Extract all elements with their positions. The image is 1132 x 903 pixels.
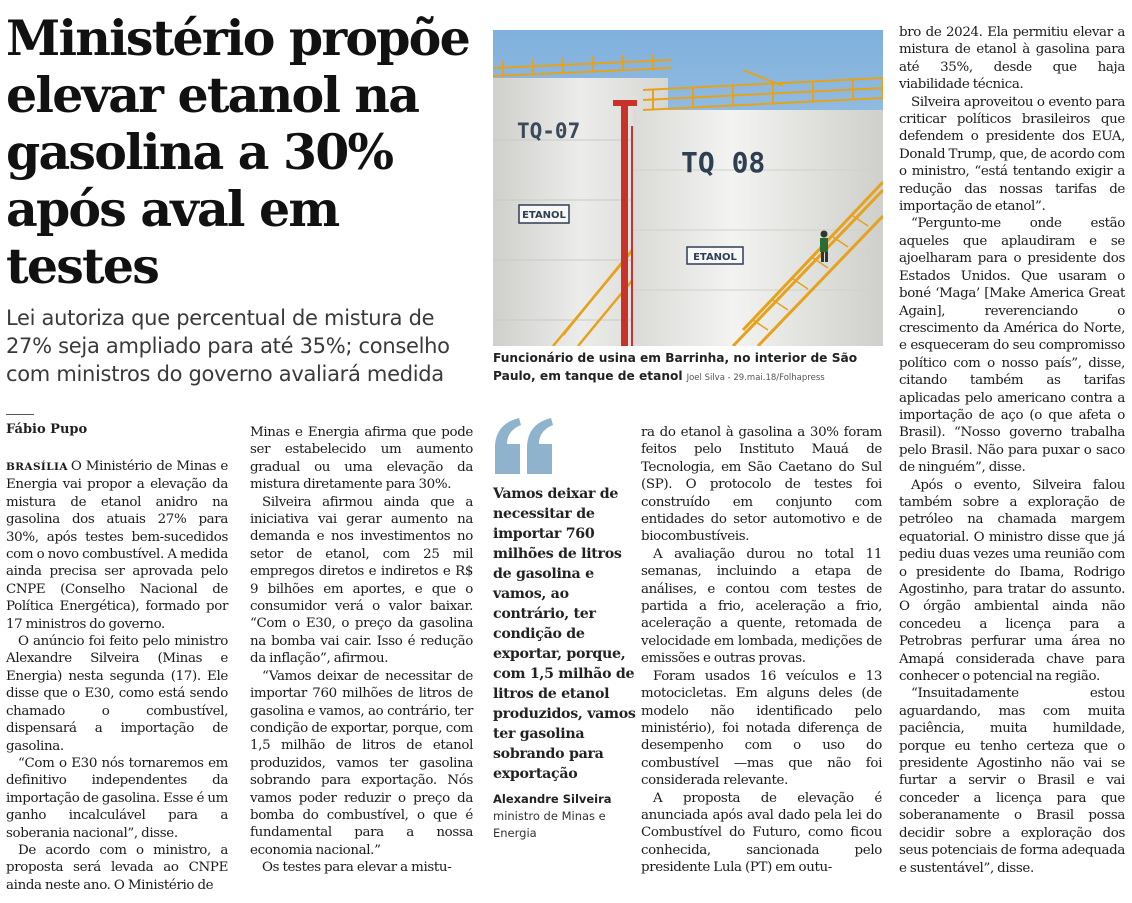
paragraph: “Com o E30 nós tornaremos em definitivo independentes da importação de gasolina. Esse é um ganho incalculável para a soberania nacional”, disse. (6, 755, 228, 841)
tank-label-08: TQ 08 (681, 146, 766, 179)
paragraph: Os testes para elevar a mistu- (262, 860, 452, 876)
news-photo (493, 30, 883, 346)
byline-rule (6, 414, 34, 415)
dateline: BRASÍLIA (6, 461, 68, 473)
paragraph (6, 458, 228, 633)
quote-author-role: ministro de Minas e Energia (493, 809, 606, 840)
etanol-sign-2: ETANOL (693, 252, 737, 263)
article-column-1 (6, 458, 228, 894)
quote-icon (493, 418, 555, 476)
paragraph: “Vamos deixar de necessitar de importar 760 milhões de litros de gasolina e vamos, ao contrário, ter condição de exportar, porque, com 1,5 milhão de litros de etanol produzidos, vamos ter gasolina sobrando para exportação. Nós vamos poder reduzir o preço da bomba do combustível, o que é fundamental para a nossa economia nacional.” (250, 668, 473, 858)
worker-figure (820, 231, 828, 263)
etanol-sign-1: ETANOL (522, 210, 566, 221)
paragraph: A avaliação durou no total 11 semanas, incluindo a etapa de análises, e contou com testes de partida a frio, aceleração a frio, aceleração a quente, retomada de velocidade em lombada, medições de emissões e outras provas. (641, 546, 882, 667)
quote-author: Alexandre Silveira (493, 792, 612, 806)
article-column-4 (899, 24, 1125, 877)
paragraph: Minas e Energia afirma que pode ser estabelecido um aumento gradual ou uma elevação da mistura diretamente para 30%. (250, 425, 473, 493)
subheadline: Lei autoriza que percentual de mistura de 27% seja ampliado para até 35%; conselho com ministros do governo avaliará medida (6, 306, 450, 386)
paragraph-text: O Ministério de Minas e Energia vai propor a elevação da mistura de etanol anidro na gasolina dos atuais 27% para 30%, após testes bem-sucedidos com o novo combustível. A medida ainda precisa ser aprovada pelo CNPE (Conselho Nacional de Política Energética), formado por 17 ministros do governo. (6, 459, 228, 632)
author-byline: Fábio Pupo (6, 422, 88, 437)
paragraph: De acordo com o ministro, a proposta será levada ao CNPE ainda neste ano. O Ministério de (6, 842, 228, 893)
article-column-2 (250, 424, 473, 877)
headline: Ministério propõe elevar etanol na gasolina a 30% após aval em testes (6, 9, 469, 295)
paragraph: Foram usados 16 veículos e 13 motocicletas. Em alguns deles (de modelo não identificado pelo ministério), foi notada diferença de desempenho com o uso do combustível —mas que não foi considerada relevante. (641, 668, 882, 789)
tank-label-07: TQ-07 (517, 119, 581, 143)
paragraph: ra do etanol à gasolina a 30% foram feitos pelo Instituto Mauá de Tecnologia, em São Caetano do Sul (SP). O protocolo de testes foi construído em conjunto com entidades do setor automotivo e de biocombustíveis. (641, 425, 882, 545)
paragraph: “Pergunto-me onde estão aqueles que aplaudiram e se ajoelharam para o presidente dos Estados Unidos. Que usaram o boné ‘Maga’ [Make America Great Again], reverenciando o crescimento da América do Norte, e esqueceram do seu compromisso político com o nosso país”, disse, citando também as tarifas aplicadas pelo americano contra a importação de aço (o que afeta o Brasil). “Nosso governo trabalha pelo Brasil. Não para puxar o saco de ninguém”, disse. (899, 216, 1125, 476)
paragraph: bro de 2024. Ela permitiu elevar a mistura de etanol à gasolina para até 35%, desde que haja viabilidade técnica. (899, 25, 1125, 93)
photo-caption (493, 349, 888, 387)
article-column-3 (641, 424, 882, 877)
pull-quote: Vamos deixar de necessitar de importar 760 milhões de litros de gasolina e vamos, ao contrário, ter condição de exportar, porque, com 1,5 milhão de litros de etanol produzidos, vamos ter gasolina sobrando para exportação (493, 486, 636, 782)
paragraph: Após o evento, Silveira falou também sobre a exploração de petróleo na chamada margem equatorial. O ministro disse que já pediu duas vezes uma reunião com o presidente do Ibama, Rodrigo Agostinho, para tratar do assunto. O órgão ambiental ainda não concedeu a licença para a Petrobras perfurar uma área no Amapá considerada chave para conhecer o potencial na região. (899, 477, 1125, 685)
paragraph: Silveira aproveitou o evento para criticar políticos brasileiros que defendem o presidente dos EUA, Donald Trump, que, de acordo com o ministro, “está tentando exigir a redução das nossas tarifas de importação de etanol”. (899, 94, 1125, 215)
paragraph: A proposta de elevação é anunciada após aval dado pela lei do Combustível do Futuro, como ficou conhecida, sancionada pelo presidente Lula (PT) em outu- (641, 790, 882, 876)
photo-credit: Joel Silva - 29.mai.18/Folhapress (686, 373, 825, 383)
paragraph: “Insuitadamente estou aguardando, mas com muita paciência, muita humildade, porque eu tenho certeza que o presidente Agostinho não vai se furtar a servir o Brasil e vai conceder a licença para que soberanamente o Brasil possa decidir sobre a exploração dos seus potenciais de forma adequada e sustentável”, disse. (899, 686, 1125, 876)
paragraph: O anúncio foi feito pelo ministro Alexandre Silveira (Minas e Energia) nesta segunda (17). Ele disse que o E30, como está sendo chamado o combustível, dispensará a importação de gasolina. (6, 634, 228, 754)
caption-text: Funcionário de usina em Barrinha, no interior de São Paulo, em tanque de etanol (493, 351, 858, 383)
paragraph: Silveira afirmou ainda que a iniciativa vai gerar aumento na demanda e nos investimentos no setor de etanol, com 25 mil empregos diretos e indiretos e R$ 9 bilhões em aportes, e que o consumidor verá o valor baixar. “Com o E30, o preço da gasolina na bomba vai cair. Isso é redução da inflação”, afirmou. (250, 494, 473, 667)
